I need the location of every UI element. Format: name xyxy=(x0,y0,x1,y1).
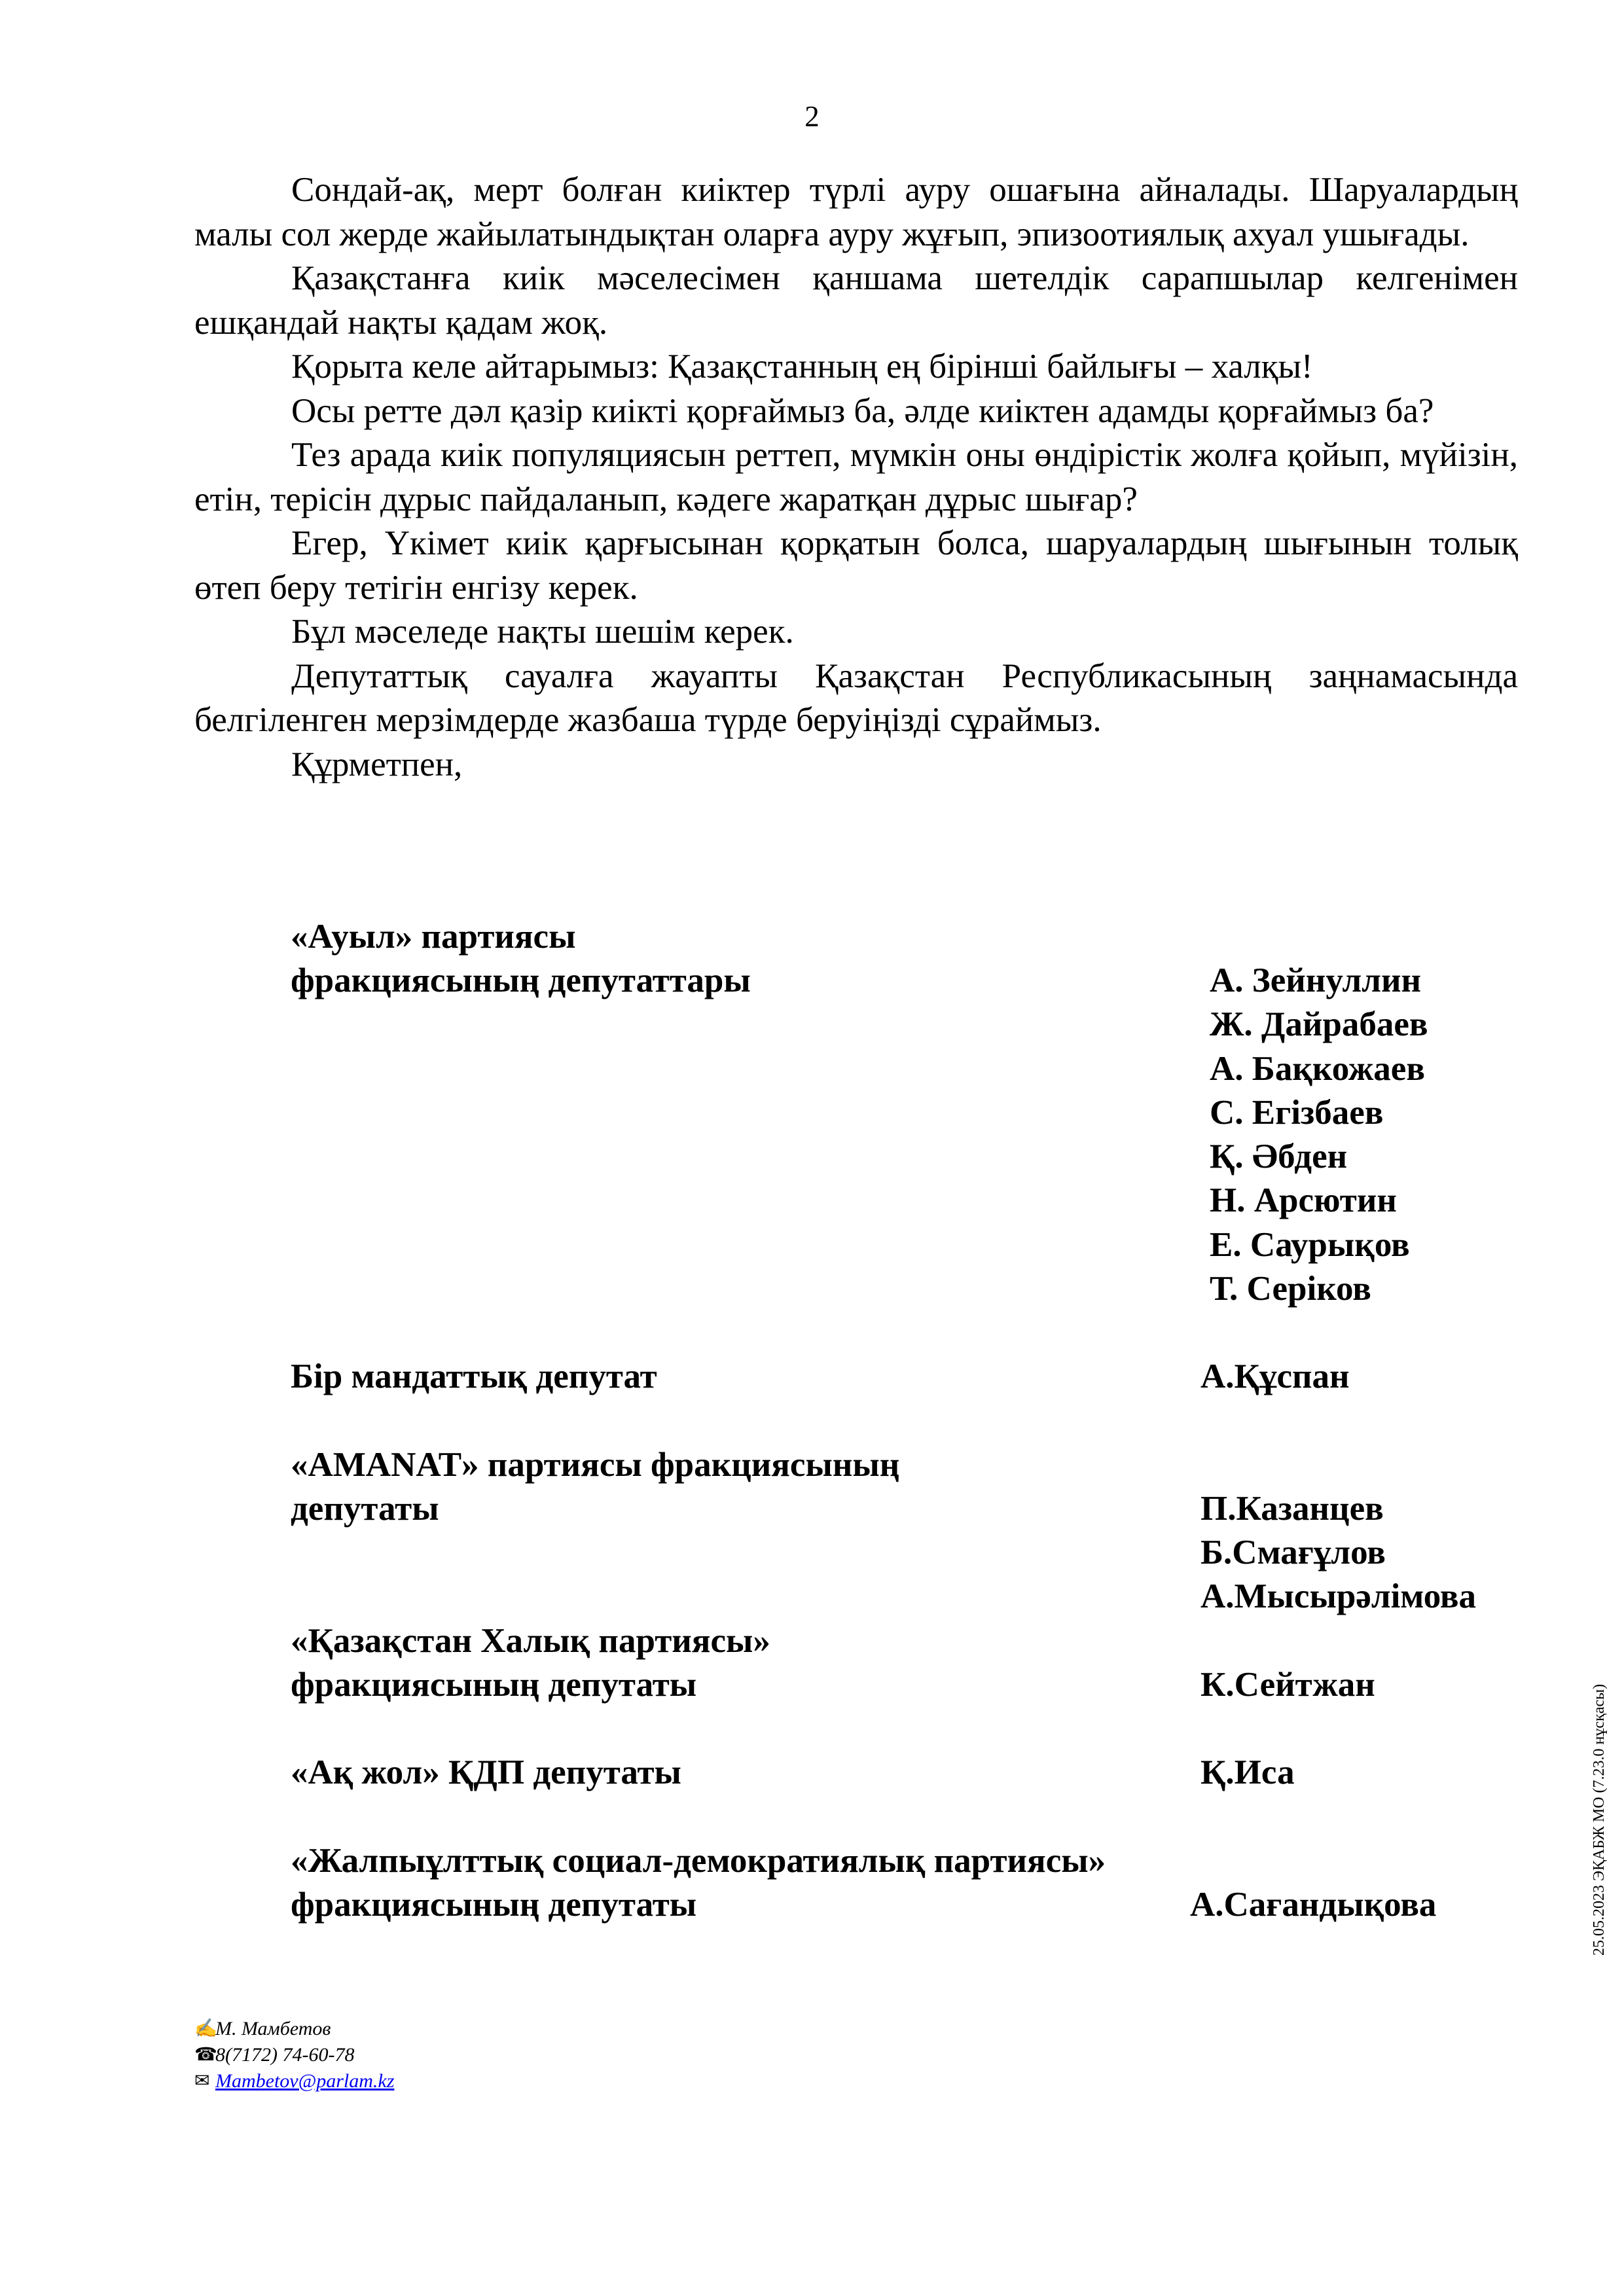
deputy-name: Н. Арсютин xyxy=(1210,1181,1397,1219)
page-number: 2 xyxy=(804,100,820,133)
side-stamp: 25.05.2023 ЭҚАБЖ МО (7.23.0 нұсқасы) xyxy=(1591,1683,1608,1956)
closing-salutation: Құрметпен, xyxy=(291,745,463,783)
faction-label: депутаты xyxy=(291,1490,439,1528)
faction-label: «Жалпыұлттық социал-демократиялық партиясы» xyxy=(291,1842,1106,1880)
faction-label: «Қазақстан Халық партиясы» xyxy=(291,1622,770,1660)
deputy-name: С. Егізбаев xyxy=(1210,1094,1384,1132)
deputy-name: А.Құспан xyxy=(1200,1357,1350,1395)
paragraph: Тез арада киік популяциясын реттеп, мүмкін оны өндірістік жолға қойып, мүйізін, етін, терісін дұрыс пайдаланып, кәдеге жаратқан дұрыс шығар? xyxy=(194,436,1518,518)
deputy-name: А.Сағандықова xyxy=(1190,1886,1437,1924)
phone-row xyxy=(194,2042,394,2068)
paragraph: Қазақстанға киік мәселесімен қаншама шетелдік сарапшылар келгенімен ешқандай нақты қадам жоқ. xyxy=(194,259,1518,342)
deputy-name: Т. Серіков xyxy=(1210,1270,1371,1308)
deputy-name: Е. Саурықов xyxy=(1210,1226,1410,1264)
author-row xyxy=(194,2016,394,2042)
email-link[interactable]: Mambetov@parlam.kz xyxy=(215,2070,395,2092)
faction-label: фракциясының депутаты xyxy=(291,1886,697,1924)
deputy-name: П.Казанцев xyxy=(1200,1490,1384,1528)
envelope-icon: ✉ xyxy=(194,2071,210,2091)
faction-label: фракциясының депутаттары xyxy=(291,961,751,999)
faction-label: «Ақ жол» ҚДП депутаты xyxy=(291,1753,681,1791)
faction-label: фракциясының депутаты xyxy=(291,1666,697,1704)
paragraph: Осы ретте дәл қазір киікті қорғаймыз ба, әлде киіктен адамды қорғаймыз ба? xyxy=(291,391,1434,430)
paragraph: Егер, Үкімет киік қарғысынан қорқатын болса, шаруалардың шығынын толық өтеп беру тетігін енгізу керек. xyxy=(194,524,1518,607)
paragraph: Бұл мәселеде нақты шешім керек. xyxy=(291,613,794,651)
deputy-name: Б.Смағұлов xyxy=(1200,1534,1386,1571)
faction-label: Бір мандаттық депутат xyxy=(291,1357,657,1395)
deputy-name: Қ. Әбден xyxy=(1210,1138,1348,1175)
phone-icon: ☎ xyxy=(194,2045,217,2065)
deputy-name: Қ.Иса xyxy=(1200,1753,1295,1791)
faction-label: «Ауыл» партиясы xyxy=(291,918,576,956)
phone-number: 8(7172) 74-60-78 xyxy=(215,2044,355,2066)
deputy-name: Ж. Дайрабаев xyxy=(1210,1005,1428,1043)
author-name: М. Мамбетов xyxy=(215,2018,331,2039)
deputy-name: К.Сейтжан xyxy=(1200,1666,1375,1704)
email-row xyxy=(194,2068,394,2094)
paragraph: Сондай-ақ, мерт болған киіктер түрлі ауру ошағына айналады. Шаруалардың малы сол жерде жайылатындықтан оларға ауру жұғып, эпизоотиялық ахуал ушығады. xyxy=(194,171,1518,253)
contact-footer xyxy=(194,2016,394,2094)
deputy-name: А.Мысырәлімова xyxy=(1200,1577,1476,1615)
letter-body xyxy=(194,168,1518,787)
deputy-name: А. Бақкожаев xyxy=(1210,1050,1425,1088)
deputy-name: А. Зейнуллин xyxy=(1210,961,1422,999)
paragraph: Депутаттық сауалға жауапты Қазақстан Республикасының заңнамасында белгіленген мерзімдерде жазбаша түрде беруіңізді сұраймыз. xyxy=(194,656,1518,739)
faction-label: «AMANAT» партиясы фракциясының xyxy=(291,1446,900,1484)
pen-icon: ✍ xyxy=(194,2018,217,2039)
paragraph: Қорыта келе айтарымыз: Қазақстанның ең бірінші байлығы – халқы! xyxy=(291,348,1313,386)
